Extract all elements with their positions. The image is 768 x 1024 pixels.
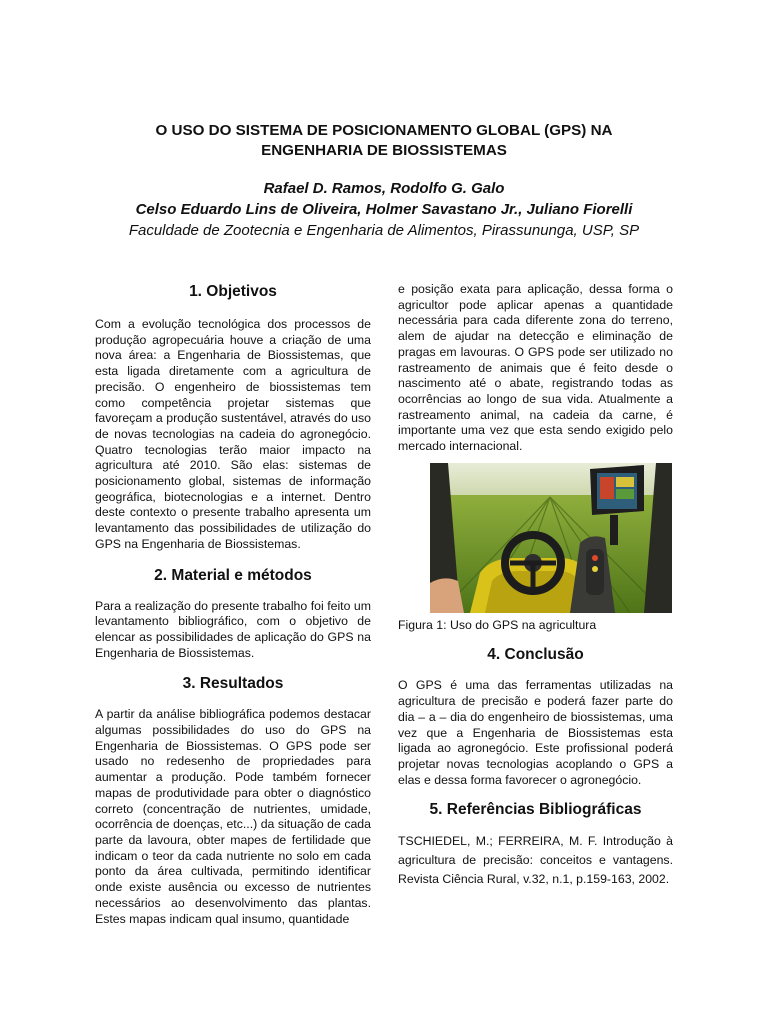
section-heading-referencias: 5. Referências Bibliográficas (429, 801, 642, 819)
section-heading-conclusao: 4. Conclusão (487, 646, 584, 664)
paper-title (60, 121, 708, 161)
authors-line-2: Celso Eduardo Lins de Oliveira, Holmer Savastano Jr., Juliano Fiorelli (135, 201, 633, 218)
gps-tractor-photo (430, 463, 672, 613)
left-column (95, 282, 371, 927)
conclusao-paragraph: O GPS é uma das ferramentas utilizadas na agricultura de precisão e poderá fazer parte do dia – a – dia do engenheiro de biossistemas, uma vez que a Engenharia de Biossistemas esta ligada ao agronegócio. Este profissional poderá projetar novas tecnologias acoplando o GPS a elas e dessa forma favorecer o agronegócio. (398, 678, 673, 787)
authors-line-1: Rafael D. Ramos, Rodolfo G. Galo (263, 180, 505, 197)
material-paragraph: Para a realização do presente trabalho foi feito um levantamento bibliográfico, com o objetivo de elencar as possibilidades de aplicação do GPS na Engenharia de Biossistemas. (95, 598, 371, 660)
resultados-paragraph-left: A partir da análise bibliográfica podemos destacar algumas possibilidades do uso do GPS na Engenharia de Biossistemas. O GPS pode ser usado no redesenho de propriedades para aumentar a produção. Pode também fornecer mapas de produtividade para obter o diagnóstico correto (concentração de nutrientes, umidade, ocorrência de doenças, etc...) da situação de cada parte da lavoura, obter mapes de fertilidade que indicam o teor da cada nutriente no solo em cada ponto da área cultivada, permitindo identificar onde existe ausência ou excesso de nutrientes necessários ao desenvolvimento das plantas. Estes mapas indicam qual insumo, quantidade (95, 707, 371, 926)
section-heading-objetivos: 1. Objetivos (189, 283, 277, 300)
right-column (398, 282, 673, 889)
affiliation: Faculdade de Zootecnia e Engenharia de Alimentos, Pirassununga, USP, SP (128, 222, 640, 239)
title-line-2: ENGENHARIA DE BIOSSISTEMAS (261, 142, 507, 159)
title-line-1: O USO DO SISTEMA DE POSICIONAMENTO GLOBAL (GPS) NA (155, 122, 613, 139)
reference-item: TSCHIEDEL, M.; FERREIRA, M. F. Introdução à agricultura de precisão: conceitos e vantagens. Revista Ciência Rural, v.32, n.1, p.159-163, 2002. (398, 834, 673, 887)
figure-caption: Figura 1: Uso do GPS na agricultura (398, 617, 597, 632)
author-block (40, 178, 728, 241)
references-list (398, 832, 673, 889)
tractor-cab-illustration (430, 463, 672, 613)
objetivos-paragraph: Com a evolução tecnológica dos processos de produção agropecuária houve a criação de uma nova área: a Engenharia de Biossistemas, que esta ligada diretamente com a agricultura de precisão. O engenheiro de biossistemas tem como competência projetar sistemas que favoreçam a produção sustentável, através do uso de novas tecnologias na cadeia do agronegócio. Quatro tecnologias terão maior impacto na agricultura até 2010. São elas: sistemas de posicionamento global, sistemas de informação geográfica, biotecnologias e a internet. Dentro deste contexto o presente trabalho apresenta um levantamento das possibilidades de utilização do GPS na Engenharia de Biossistemas. (95, 317, 371, 551)
section-heading-material: 2. Material e métodos (154, 566, 312, 584)
section-heading-resultados: 3. Resultados (182, 675, 284, 693)
resultados-paragraph-right: e posição exata para aplicação, dessa forma o agricultor pode aplicar apenas a quantidade necessária para cada diferente zona do terreno, alem de ajudar na detecção e eliminação de pragas em lavouras. O GPS pode ser utilizado no rastreamento de animais que é feito desde o nascimento até o abate, registrando todas as ocorrências ao longo de sua vida. Atualmente a rastreamento animal, na cadeia da carne, é importante uma vez que esta sendo exigido pelo mercado internacional. (398, 282, 673, 454)
